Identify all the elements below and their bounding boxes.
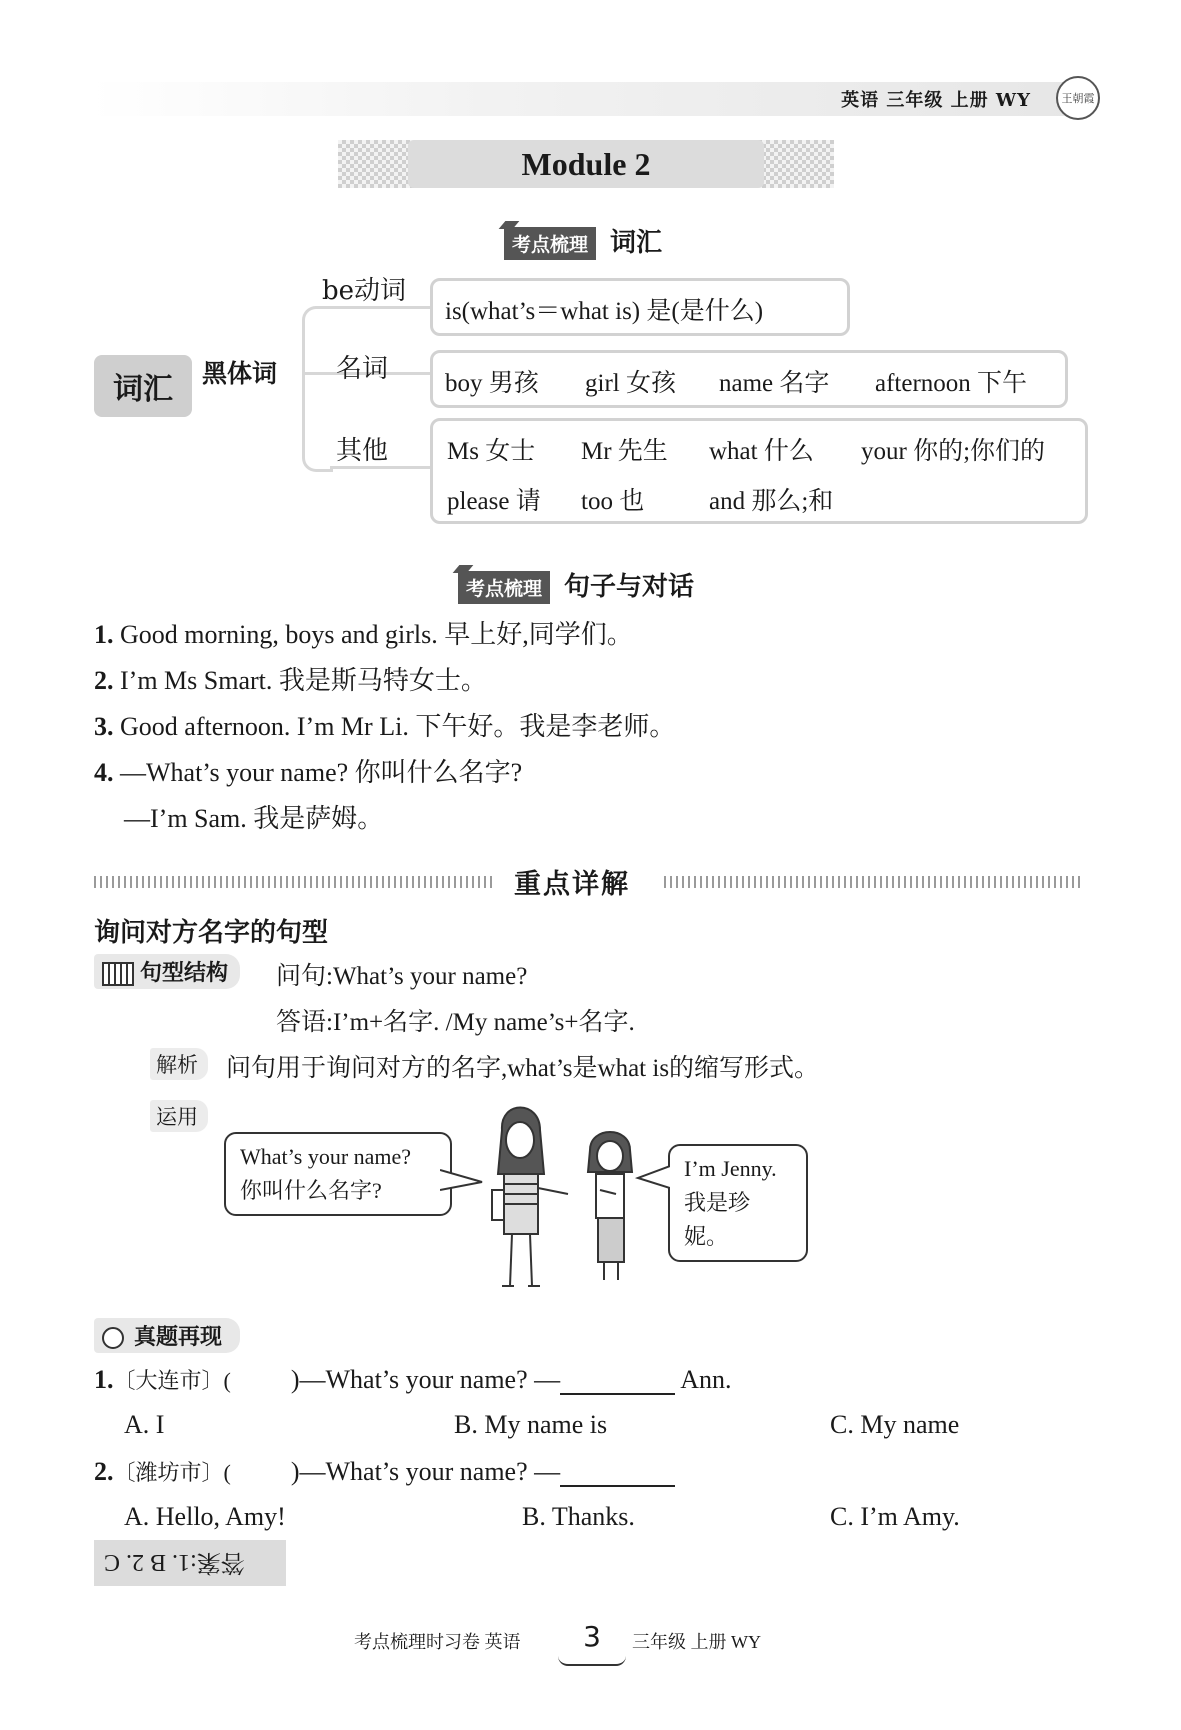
vocab-word: Ms 女士 xyxy=(447,438,536,465)
sentence-item: —I’m Sam. 我是萨姆。 xyxy=(124,804,384,833)
page-number-underline xyxy=(558,1656,626,1666)
vocab-word: Mr 先生 xyxy=(581,438,668,465)
exam-q1-option-a: A. I xyxy=(124,1410,165,1439)
module-banner xyxy=(338,140,834,188)
vocab-root-node: 词汇 xyxy=(94,355,192,417)
speech-bubble-right: I’m Jenny. 我是珍妮。 xyxy=(668,1144,808,1262)
sentence-section-tag: 考点梳理 xyxy=(458,571,550,604)
footer-left: 考点梳理时习卷 英语 xyxy=(354,1632,521,1652)
usage-label: 运用 xyxy=(150,1100,208,1132)
answer-blank[interactable] xyxy=(560,1459,675,1487)
pattern-subtitle: 询问对方名字的句型 xyxy=(94,918,329,948)
pattern-answer: 答语:I’m+名字. /My name’s+名字. xyxy=(276,1009,635,1036)
sentence-item: 3. Good afternoon. I’m Mr Li. 下午好。我是李老师。 xyxy=(94,712,676,741)
divider-left xyxy=(94,876,496,888)
sentence-item: 1. Good morning, boys and girls. 早上好,同学们。 xyxy=(94,620,633,649)
book-icon xyxy=(102,962,134,986)
exam-q2-option-c: C. I’m Amy. xyxy=(830,1502,960,1531)
exam-question-2: 2.〔潍坊市〕( )—What’s your name? — xyxy=(94,1456,675,1487)
vocab-word: name 名字 xyxy=(719,370,830,397)
exam-q2-option-b: B. Thanks. xyxy=(522,1502,635,1531)
page-footer xyxy=(0,1620,1181,1660)
mindmap-bracket xyxy=(302,306,333,472)
vocab-word: please 请 xyxy=(447,488,541,515)
sentence-section-heading xyxy=(458,566,694,604)
vocab-word: your 你的;你们的 xyxy=(861,438,1046,465)
divider-right xyxy=(664,876,1082,888)
page-number: 3 xyxy=(583,1620,601,1653)
vocab-word: is(what’s＝what is) 是(是什么) xyxy=(445,298,764,325)
exam-q1-option-b: B. My name is xyxy=(454,1410,608,1439)
answer-blank[interactable] xyxy=(560,1367,675,1395)
lightbulb-icon xyxy=(102,1327,124,1349)
structure-label: 句型结构 xyxy=(94,954,240,989)
answer-key-box xyxy=(94,1540,286,1586)
analysis-text: 问句用于询问对方的名字,what’s是what is的缩写形式。 xyxy=(226,1055,820,1082)
speech-bubble-left: What’s your name? 你叫什么名字? xyxy=(224,1132,452,1216)
exam-q1-option-c: C. My name xyxy=(830,1410,960,1439)
key-points-title: 重点详解 xyxy=(514,869,630,900)
girl-asking-figure xyxy=(492,1108,568,1287)
module-title: Module 2 xyxy=(408,140,764,188)
vocab-box-be-verb xyxy=(430,278,850,336)
answer-key-text: 答案:1. B 2. C xyxy=(104,1549,245,1575)
vocab-word: boy 男孩 xyxy=(445,370,539,397)
illustration-girls xyxy=(440,1090,670,1290)
category-be-verb: be动词 xyxy=(322,276,407,306)
analysis-label: 解析 xyxy=(150,1048,208,1080)
vocab-word: afternoon 下午 xyxy=(875,370,1028,397)
vocab-word: too 也 xyxy=(581,488,645,515)
vocab-section-tag: 考点梳理 xyxy=(504,227,596,260)
sentence-item: 2. I’m Ms Smart. 我是斯马特女士。 xyxy=(94,666,487,695)
vocab-word: and 那么;和 xyxy=(709,488,834,515)
vocab-box-noun xyxy=(430,350,1068,408)
category-other: 其他 xyxy=(336,436,389,466)
bold-words-label: 黑体词 xyxy=(202,359,278,388)
header-subject-grade: 英语 三年级 上册 WY xyxy=(841,90,1031,111)
vocab-section-title: 词汇 xyxy=(610,228,663,258)
vocab-section-heading xyxy=(504,222,662,260)
vocab-word: what 什么 xyxy=(709,438,814,465)
vocab-box-other xyxy=(430,418,1088,524)
exam-label: 真题再现 xyxy=(94,1318,240,1353)
girl-answering-figure xyxy=(588,1132,632,1280)
exam-question-1: 1.〔大连市〕( )—What’s your name? — Ann. xyxy=(94,1365,732,1394)
exam-q2-option-a: A. Hello, Amy! xyxy=(124,1502,286,1531)
footer-right: 三年级 上册 WY xyxy=(632,1632,761,1652)
vocab-word: girl 女孩 xyxy=(585,370,676,397)
category-noun: 名词 xyxy=(336,354,389,384)
sentence-item: 4. —What’s your name? 你叫什么名字? xyxy=(94,758,523,787)
sentence-section-title: 句子与对话 xyxy=(564,572,695,602)
pattern-question: 问句:What’s your name? xyxy=(276,963,528,990)
publisher-seal: 王朝霞 xyxy=(1056,76,1100,120)
